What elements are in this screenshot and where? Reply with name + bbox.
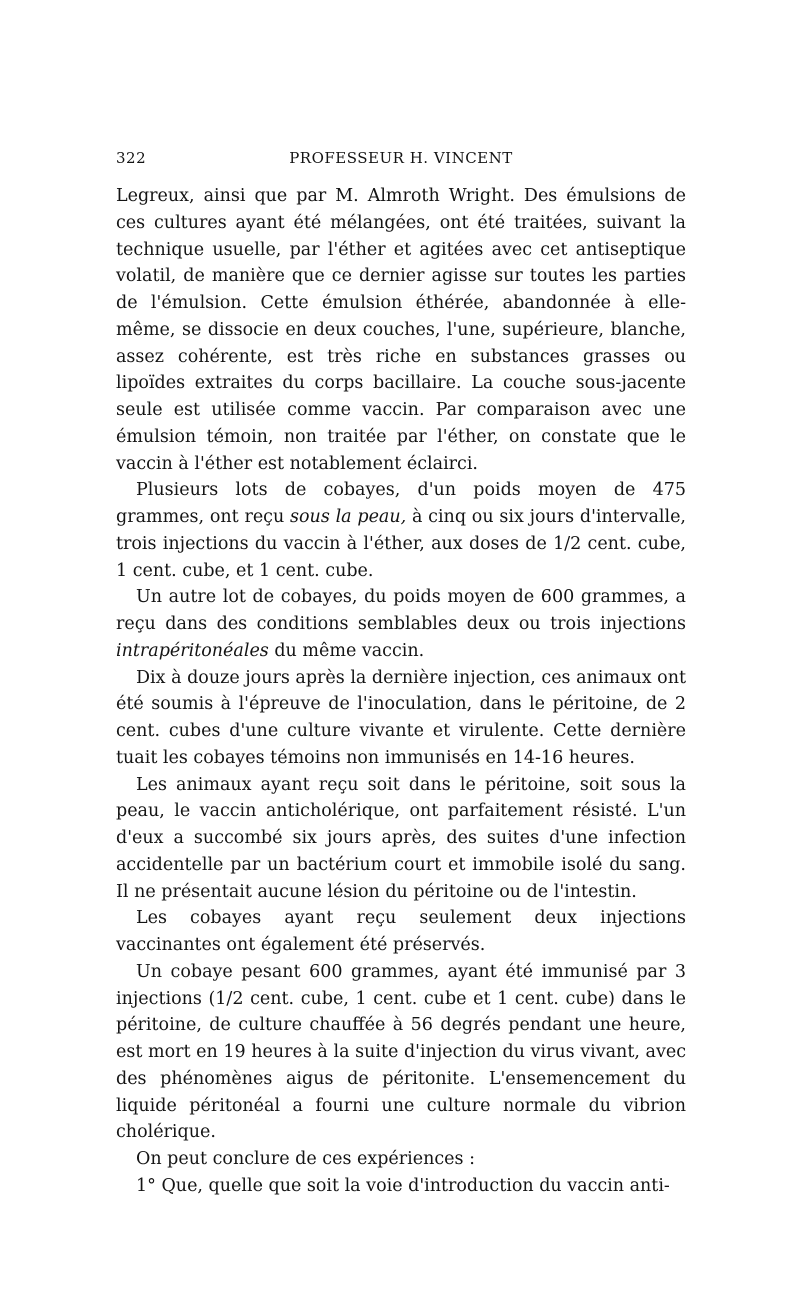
paragraph-2-italic: sous la peau, (290, 507, 407, 527)
paragraph-3-text: Un autre lot de cobayes, du poids moyen de 600 grammes, a reçu dans des conditions semblables deux ou trois injections (116, 587, 686, 634)
paragraph-7: Un cobaye pesant 600 grammes, ayant été immunisé par 3 injections (1/2 cent. cube, 1 cent. cube et 1 cent. cube) dans le péritoine, de culture chauffée à 56 degrés pendant une heure, est mort en 19 heures à la suite d'injection du virus vivant, avec des phénomènes aigus de péritonite. L'ensemencement du liquide péritonéal a fourni une culture normale du vibrion cholérique. (116, 961, 686, 1143)
paragraph-3 (116, 584, 686, 664)
page-number: 322 (116, 149, 147, 167)
paragraph-2-text: Plusieurs lots de cobayes, d'un poids moyen de 475 grammes, ont reçu (116, 480, 686, 527)
paragraph-8: On peut conclure de ces expériences : (136, 1149, 475, 1169)
paragraph-2-text-end: à cinq ou six jours d'intervalle, trois injections du vaccin à l'éther, aux doses de 1/2 cent. cube, 1 cent. cube, et 1 cent. cube. (116, 507, 686, 581)
running-head: PROFESSEUR H. VINCENT (289, 149, 513, 167)
body-text (116, 183, 686, 1200)
paragraph-3-text-end: du même vaccin. (268, 640, 425, 661)
page-header (116, 149, 686, 171)
paragraph-3-italic: intrapéritonéales (116, 640, 269, 661)
paragraph-4: Dix à douze jours après la dernière injection, ces animaux ont été soumis à l'épreuve de l'inoculation, dans le péritoine, de 2 cent. cubes d'une culture vivante et virulente. Cette dernière tuait les cobayes témoins non immunisés en 14-16 heures. (116, 667, 686, 768)
paragraph-1: Legreux, ainsi que par M. Almroth Wright. Des émulsions de ces cultures ayant été mélangées, ont été traitées, suivant la technique usuelle, par l'éther et agitées avec cet antiseptique volatil, de manière que ce dernier agisse sur toutes les parties de l'émulsion. Cette émulsion éthérée, abandonnée à elle-même, se dissocie en deux couches, l'une, supérieure, blanche, assez cohérente, est très riche en substances grasses ou lipoïdes extraites du corps bacillaire. La couche sous-jacente seule est utilisée comme vaccin. Par comparaison avec une émulsion témoin, non traitée par l'éther, on constate que le vaccin à l'éther est notablement éclairci. (116, 186, 686, 474)
paragraph-9: 1° Que, quelle que soit la voie d'introduction du vaccin anti- (136, 1175, 670, 1196)
paragraph-6: Les cobayes ayant reçu seulement deux injections vaccinantes ont également été préservés. (116, 908, 686, 955)
paragraph-2 (116, 477, 686, 584)
paragraph-5: Les animaux ayant reçu soit dans le péritoine, soit sous la peau, le vaccin anticholérique, ont parfaitement résisté. L'un d'eux a succombé six jours après, des suites d'une infection accidentelle par un bactérium court et immobile isolé du sang. Il ne présentait aucune lésion du péritoine ou de l'intestin. (116, 774, 686, 902)
